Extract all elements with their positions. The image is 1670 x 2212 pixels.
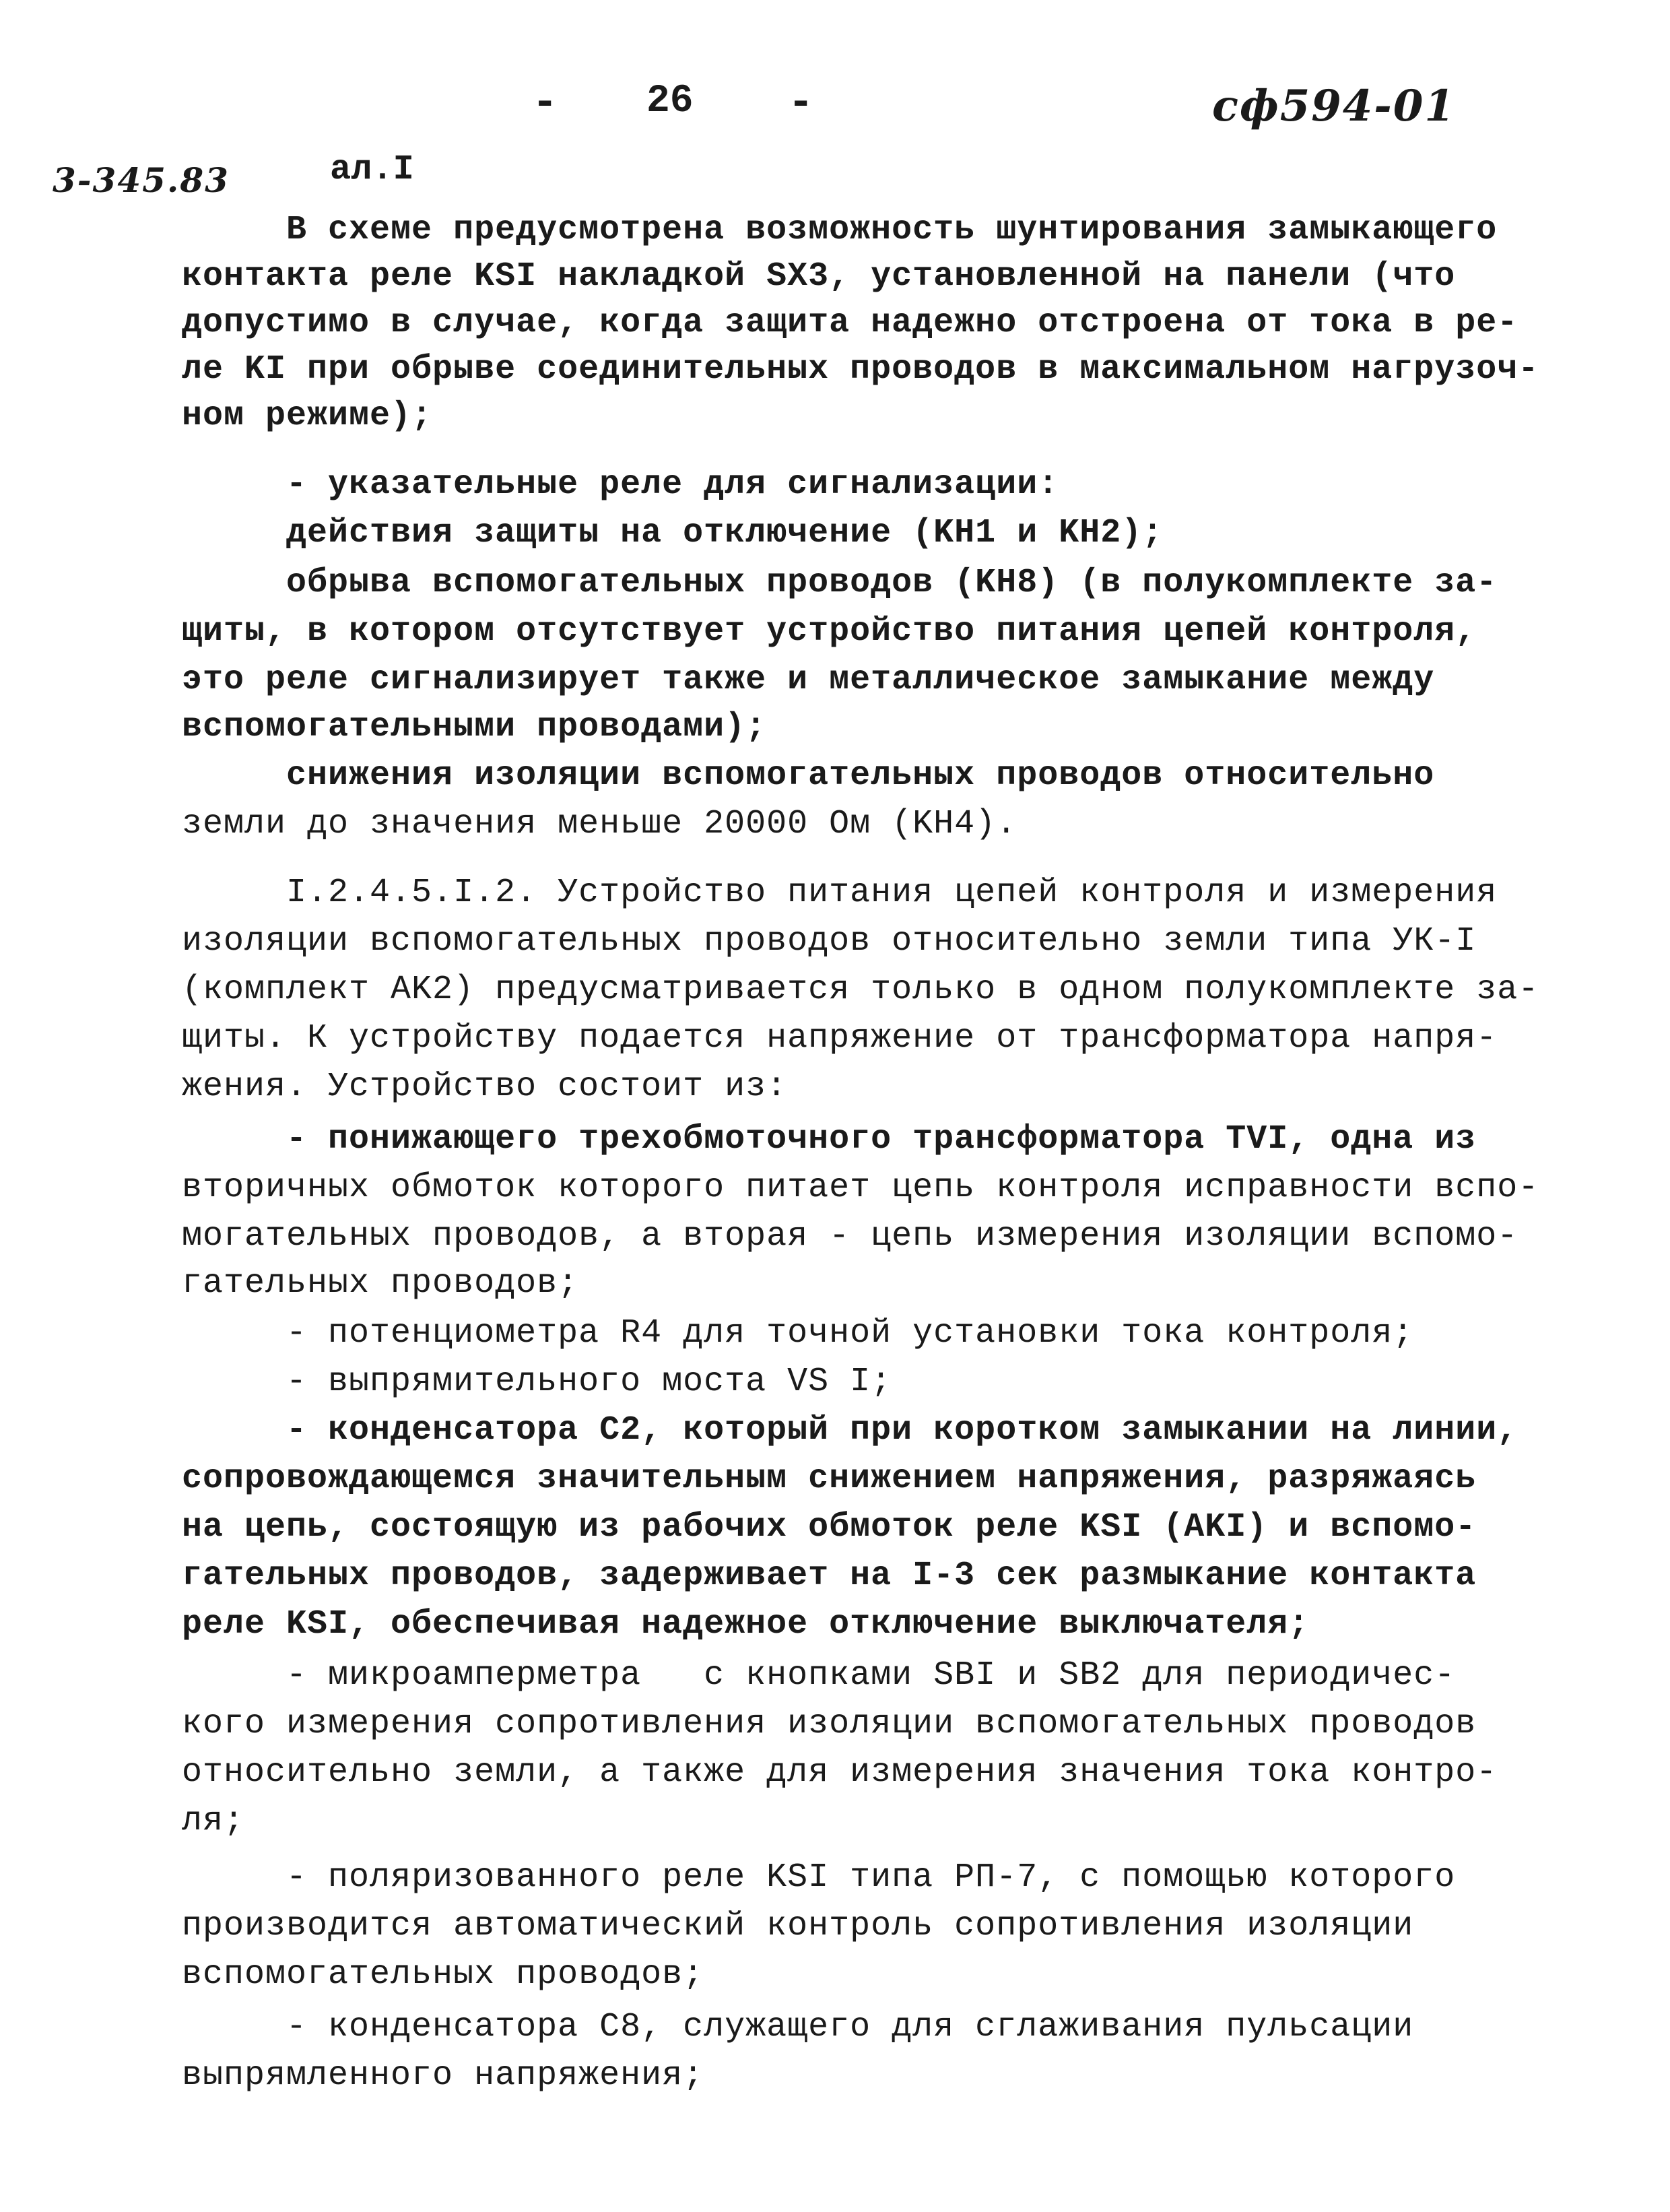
text-line: гательных проводов, задерживает на I-3 сек размыкание контакта: [182, 1557, 1477, 1595]
text-line: щиты, в котором отсутствует устройство питания цепей контроля,: [182, 612, 1477, 651]
text-line: ле KI при обрыве соединительных проводов в максимальном нагрузоч-: [182, 350, 1539, 389]
text-line: жения. Устройство состоит из:: [182, 1068, 788, 1106]
text-line: могательных проводов, а вторая - цепь измерения изоляции вспомо-: [182, 1217, 1518, 1256]
page-number: 26: [646, 79, 694, 123]
text-line: - микроамперметра с кнопками SBI и SB2 для периодичес-: [182, 1656, 1456, 1695]
text-line: земли до значения меньше 20000 Ом (KH4).: [182, 805, 1017, 843]
text-line: (комплект AK2) предусматривается только в одном полукомплекте за-: [182, 971, 1539, 1009]
text-line: I.2.4.5.I.2. Устройство питания цепей контроля и измерения: [182, 874, 1498, 912]
text-line: гательных проводов;: [182, 1264, 579, 1303]
text-line: сопровождающемся значительным снижением напряжения, разряжаясь: [182, 1460, 1477, 1498]
text-line: производится автоматический контроль сопротивления изоляции: [182, 1907, 1414, 1945]
text-line: снижения изоляции вспомогательных проводов относительно: [182, 756, 1435, 795]
text-line: изоляции вспомогательных проводов относительно земли типа УК-I: [182, 922, 1477, 961]
text-line: контакта реле KSI накладкой SX3, установленной на панели (что: [182, 257, 1456, 296]
text-line: - потенциометра R4 для точной установки тока контроля;: [182, 1314, 1414, 1353]
document-code-handwritten-right: сф594-01: [1212, 81, 1456, 131]
text-line: - поляризованного реле KSI типа РП-7, с помощью которого: [182, 1858, 1456, 1897]
text-line: ля;: [182, 1802, 245, 1840]
text-line: - конденсатора C8, служащего для сглаживания пульсации: [182, 2008, 1414, 2046]
text-line: В схеме предусмотрена возможность шунтирования замыкающего: [182, 211, 1498, 249]
text-line: на цепь, состоящую из рабочих обмоток реле KSI (AKI) и вспомо-: [182, 1508, 1477, 1547]
text-line: допустимо в случае, когда защита надежно отстроена от тока в ре-: [182, 304, 1518, 342]
sheet-label: ал.I: [330, 150, 414, 189]
text-line: обрыва вспомогательных проводов (KH8) (в полукомплекте за-: [182, 564, 1498, 602]
text-line: - конденсатора C2, который при коротком замыкании на линии,: [182, 1411, 1518, 1450]
text-line: щиты. К устройству подается напряжение от трансформатора напря-: [182, 1019, 1498, 1058]
text-line: действия защиты на отключение (KH1 и KH2);: [182, 514, 1164, 552]
text-line: вспомогательных проводов;: [182, 1955, 704, 1994]
text-line: относительно земли, а также для измерения значения тока контро-: [182, 1753, 1498, 1792]
text-line: выпрямленного напряжения;: [182, 2056, 704, 2095]
text-line: реле KSI, обеспечивая надежное отключение выключателя;: [182, 1605, 1310, 1644]
text-line: вспомогательными проводами);: [182, 708, 767, 746]
text-line: - выпрямительного моста VS I;: [182, 1363, 892, 1401]
text-line: - понижающего трехобмоточного трансформатора TVI, одна из: [182, 1120, 1477, 1159]
text-line: кого измерения сопротивления изоляции вспомогательных проводов: [182, 1705, 1477, 1743]
header-dash-left: -: [532, 79, 558, 128]
text-line: вторичных обмоток которого питает цепь контроля исправности вспо-: [182, 1169, 1539, 1207]
text-line: ном режиме);: [182, 397, 433, 435]
text-line: это реле сигнализирует также и металлическое замыкание между: [182, 661, 1435, 699]
document-code-handwritten-left: 3-345.83: [53, 160, 230, 200]
header-dash-right: -: [788, 79, 814, 128]
text-line: - указательные реле для сигнализации:: [182, 465, 1059, 504]
